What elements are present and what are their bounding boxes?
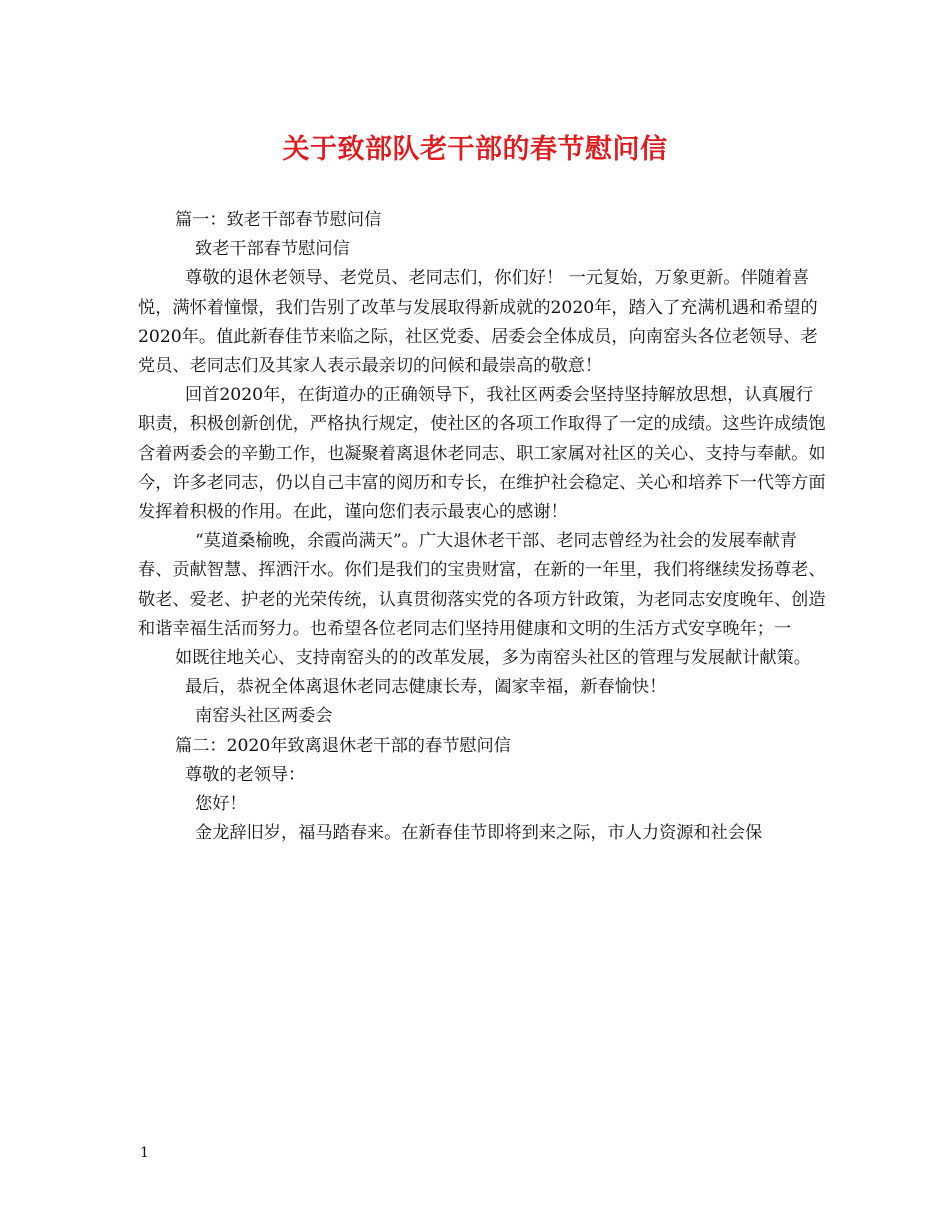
greeting: 您好！	[195, 794, 247, 815]
paragraph-intro: 金龙辞旧岁，福马踏春来。在新春佳节即将到来之际，市人力资源和社会保	[195, 823, 763, 844]
paragraph-greeting: 尊敬的退休老领导、老党员、老同志们，你们好！ 一元复始，万象更新。伴随着喜悦，满怀着憧憬，我们告别了改革与发展取得新成就的2020年，踏入了充满机遇和希望的2020年。值此新春佳节来临之际，社区党委、居委会全体成员，向南窑头各位老领导、老党员、老同志们及其家人表示最亲切的问候和最崇高的敬意！	[138, 268, 818, 377]
subheading: 致老干部春节慰问信	[195, 239, 350, 260]
section-heading-2: 篇二：2020年致离退休老干部的春节慰问信	[175, 735, 511, 756]
salutation: 尊敬的老领导：	[185, 764, 306, 785]
document-title: 关于致部队老干部的春节慰问信	[282, 134, 668, 165]
paragraph-review: 回首2020年，在街道办的正确领导下，我社区两委会坚持坚持解放思想，认真履行职责，积极创新创优，严格执行规定，使社区的各项工作取得了一定的成绩。这些许成绩饱含着两委会的辛勤工作，也凝聚着离退休老同志、职工家属对社区的关心、支持与奉献。如今，许多老同志，仍以自己丰富的阅历和专长，在维护社会稳定、关心和培养下一代等方面发挥着积极的作用。在此，谨向您们表示最衷心的感谢！	[138, 385, 826, 523]
paragraph-closing: 最后，恭祝全体离退休老同志健康长寿，阖家幸福，新春愉快！	[185, 677, 667, 698]
section-heading-1: 篇一：致老干部春节慰问信	[175, 210, 382, 230]
signature: 南窑头社区两委会	[195, 706, 333, 727]
paragraph-continuation: 如既往地关心、支持南窑头的的改革发展，多为南窑头社区的管理与发展献计献策。	[175, 648, 811, 669]
paragraph-quote: “莫道桑榆晚，余霞尚满天”。广大退休老干部、老同志曾经为社会的发展奉献青春、贡献智慧、挥洒汗水。你们是我们的宝贵财富，在新的一年里，我们将继续发扬尊老、敬老、爱老、护老的光荣传统，认真贯彻落实党的各项方针政策，为老同志安度晚年、创造和谐幸福生活而努力。也希望各位老同志们坚持用健康和文明的生活方式安享晚年；一	[138, 531, 826, 639]
document-body	[138, 206, 828, 848]
page-number: 1	[140, 1145, 149, 1161]
